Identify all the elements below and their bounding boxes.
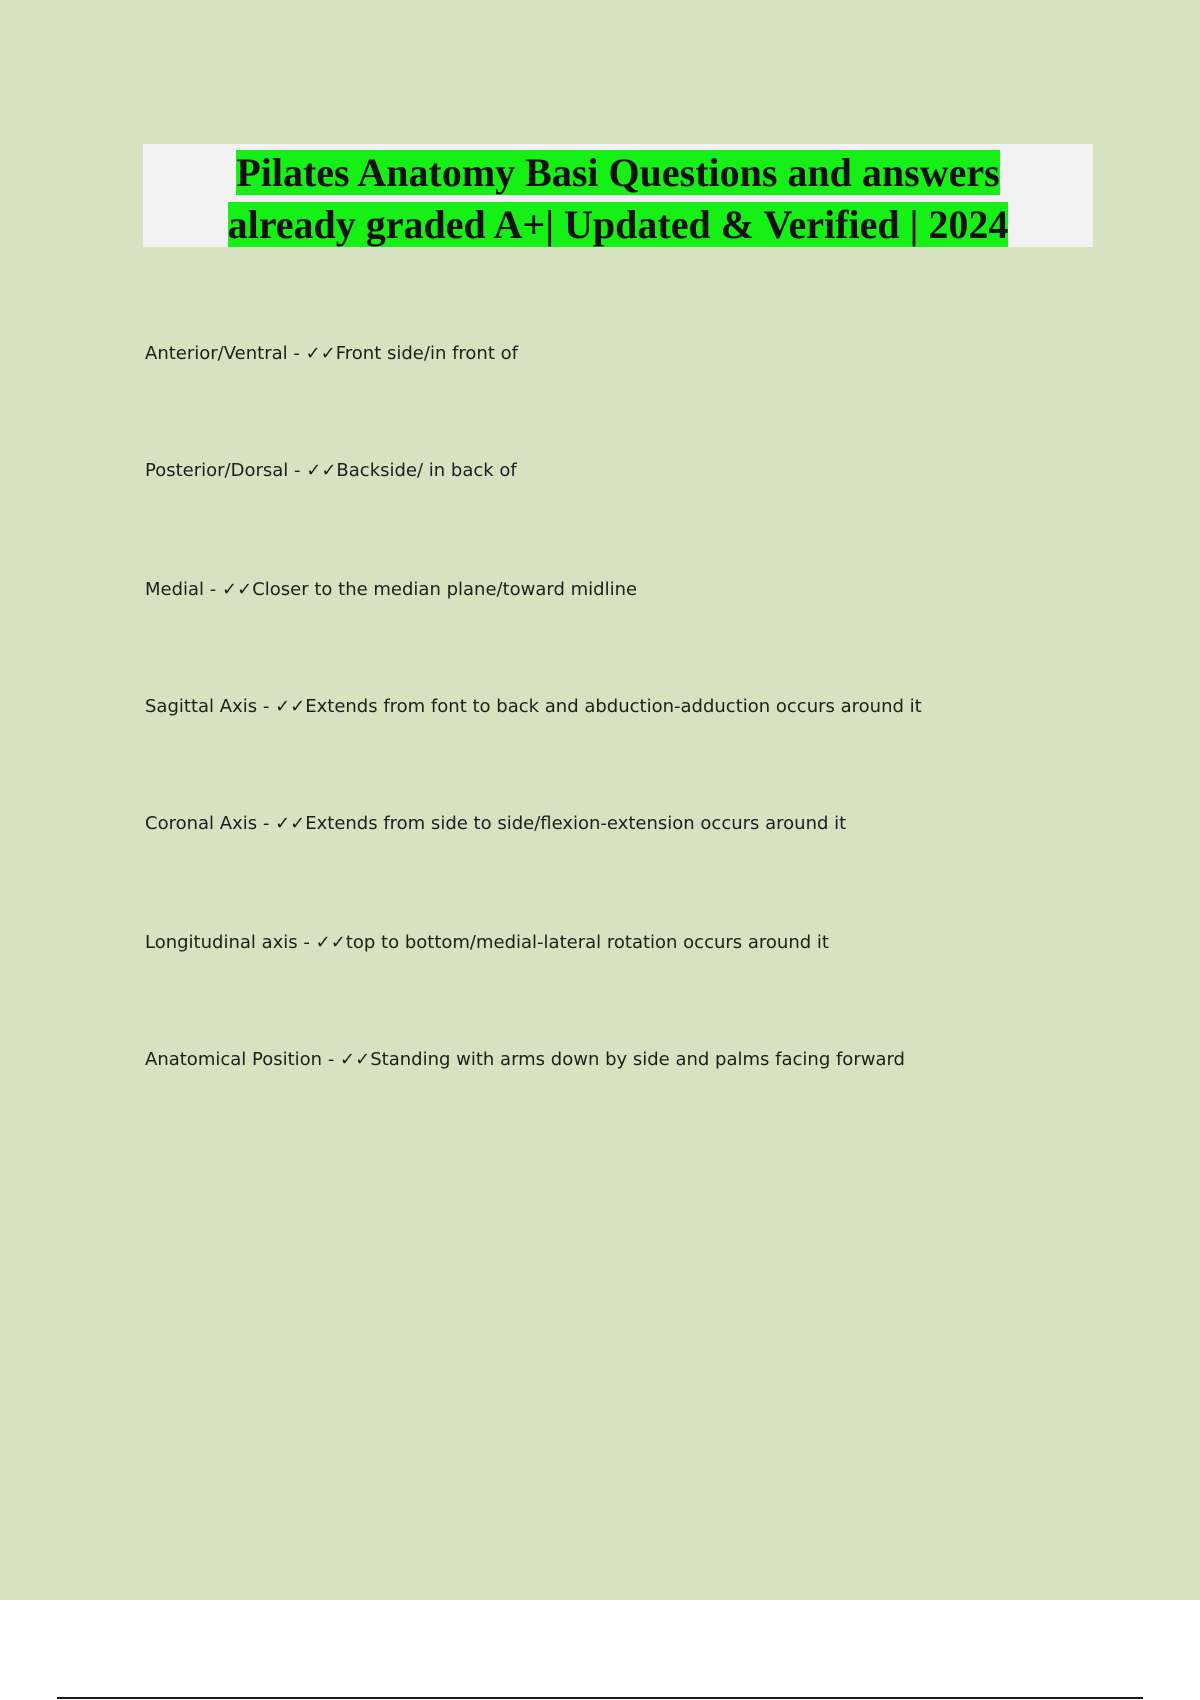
checkmark-icon: ✓✓ bbox=[222, 579, 253, 600]
qa-term: Longitudinal axis bbox=[145, 932, 298, 953]
qa-item-sagittal-axis bbox=[145, 695, 922, 719]
qa-separator: - bbox=[322, 1049, 341, 1070]
qa-term: Anterior/Ventral bbox=[145, 343, 288, 364]
title-line-2: already graded A+| Updated & Verified | 2024 bbox=[227, 202, 1009, 247]
qa-definition: Backside/ in back of bbox=[336, 460, 517, 481]
checkmark-icon: ✓✓ bbox=[315, 932, 346, 953]
qa-item-coronal-axis bbox=[145, 812, 846, 836]
qa-separator: - bbox=[297, 932, 316, 953]
qa-separator: - bbox=[204, 579, 223, 600]
qa-term: Sagittal Axis bbox=[145, 696, 258, 717]
qa-definition: Extends from side to side/flexion-extension occurs around it bbox=[305, 813, 847, 834]
footer-rule bbox=[57, 1697, 1143, 1699]
qa-term: Coronal Axis bbox=[145, 813, 258, 834]
checkmark-icon: ✓✓ bbox=[306, 460, 337, 481]
qa-definition: Standing with arms down by side and palms facing forward bbox=[370, 1049, 905, 1070]
qa-term: Posterior/Dorsal bbox=[145, 460, 289, 481]
qa-definition: Extends from font to back and abduction-adduction occurs around it bbox=[305, 696, 922, 717]
checkmark-icon: ✓✓ bbox=[275, 813, 306, 834]
qa-separator: - bbox=[257, 813, 276, 834]
qa-separator: - bbox=[287, 343, 306, 364]
qa-separator: - bbox=[288, 460, 307, 481]
checkmark-icon: ✓✓ bbox=[275, 696, 306, 717]
qa-item-medial bbox=[145, 578, 637, 602]
qa-definition: Front side/in front of bbox=[335, 343, 518, 364]
checkmark-icon: ✓✓ bbox=[305, 343, 336, 364]
qa-separator: - bbox=[257, 696, 276, 717]
qa-definition: Closer to the median plane/toward midline bbox=[252, 579, 638, 600]
qa-item-posterior-dorsal bbox=[145, 459, 517, 483]
qa-item-anatomical-position bbox=[145, 1048, 905, 1072]
title-line-1: Pilates Anatomy Basi Questions and answers bbox=[236, 150, 1000, 195]
qa-item-anterior-ventral bbox=[145, 342, 518, 366]
qa-item-longitudinal-axis bbox=[145, 931, 829, 955]
qa-definition: top to bottom/medial-lateral rotation occurs around it bbox=[345, 932, 829, 953]
qa-term: Anatomical Position bbox=[145, 1049, 323, 1070]
checkmark-icon: ✓✓ bbox=[340, 1049, 371, 1070]
qa-term: Medial bbox=[145, 579, 205, 600]
document-title bbox=[143, 147, 1093, 251]
